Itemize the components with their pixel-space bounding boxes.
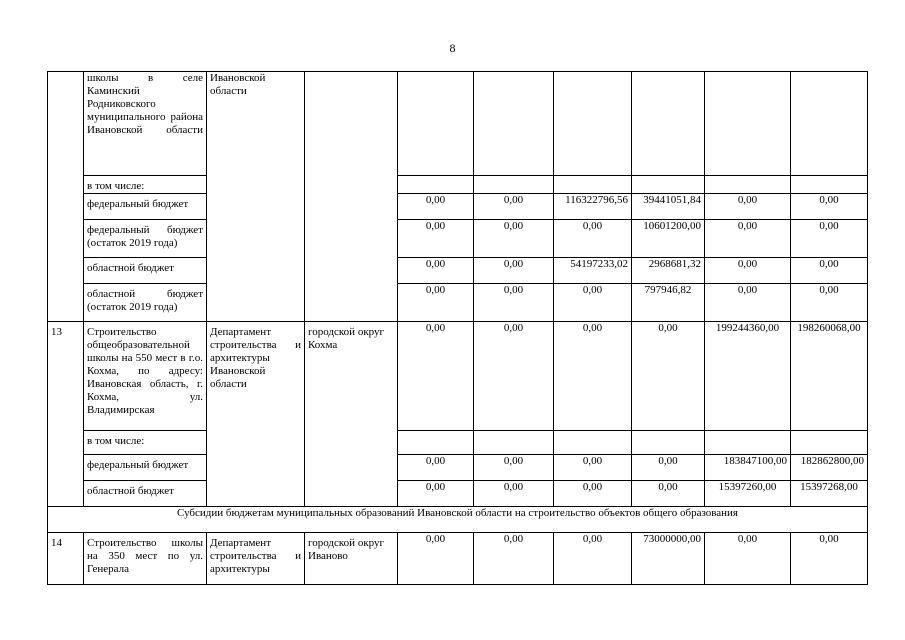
value-cell: 15397268,00: [791, 481, 868, 507]
value-cell: 0,00: [705, 220, 791, 258]
budget-line-label: областной бюджет: [84, 481, 207, 507]
value-cell: [474, 431, 554, 455]
table-row: [48, 220, 868, 258]
value-cell: 0,00: [474, 455, 554, 481]
value-cell: 0,00: [474, 220, 554, 258]
value-cell: 0,00: [474, 258, 554, 284]
value-cell: [705, 176, 791, 194]
row-number: 14: [48, 533, 84, 585]
table-row: [48, 258, 868, 284]
value-cell: [705, 431, 791, 455]
including-label: в том числе:: [84, 431, 207, 455]
table-row: [48, 194, 868, 220]
value-cell: 0,00: [474, 194, 554, 220]
value-cell: 0,00: [791, 220, 868, 258]
value-cell: 199244360,00: [705, 322, 791, 431]
value-cell: 183847100,00: [705, 455, 791, 481]
location-cell: [305, 72, 398, 322]
including-label: в том числе:: [84, 176, 207, 194]
budget-line-label: федеральный бюджет: [84, 455, 207, 481]
value-cell: 0,00: [554, 533, 632, 585]
value-cell: 0,00: [791, 194, 868, 220]
table-row: [48, 455, 868, 481]
object-description: школы в селе Каминский Родниковского муниципального района Ивановской области: [84, 72, 207, 176]
table-row: [48, 533, 868, 585]
location-cell: городской округ Кохма: [305, 322, 398, 507]
value-cell: 0,00: [791, 258, 868, 284]
value-cell: [791, 72, 868, 176]
value-cell: 54197233,02: [554, 258, 632, 284]
table-row: [48, 176, 868, 194]
value-cell: 0,00: [398, 284, 474, 322]
value-cell: 39441051,84: [632, 194, 705, 220]
budget-line-label: федеральный бюджет (остаток 2019 года): [84, 220, 207, 258]
page-number: 8: [449, 41, 456, 55]
value-cell: [791, 431, 868, 455]
value-cell: 116322796,56: [554, 194, 632, 220]
value-cell: 0,00: [554, 322, 632, 431]
object-description: Строительство общеобразовательной школы на 550 мест в г.о. Кохма, по адресу: Ивановская область, г. Кохма, ул. Владимирская: [84, 322, 207, 431]
value-cell: 0,00: [791, 533, 868, 585]
location-cell: городской округ Иваново: [305, 533, 398, 585]
value-cell: 0,00: [791, 284, 868, 322]
value-cell: 0,00: [398, 533, 474, 585]
table-row: [48, 322, 868, 431]
value-cell: 0,00: [554, 284, 632, 322]
responsible-cell: Ивановской области: [207, 72, 305, 322]
responsible-cell: Департамент строительства и архитектуры Ивановской области: [207, 322, 305, 507]
value-cell: 0,00: [632, 455, 705, 481]
value-cell: 0,00: [398, 455, 474, 481]
value-cell: 0,00: [705, 533, 791, 585]
value-cell: 0,00: [474, 533, 554, 585]
budget-line-label: областной бюджет (остаток 2019 года): [84, 284, 207, 322]
value-cell: [705, 72, 791, 176]
value-cell: [554, 431, 632, 455]
budget-line-label: федеральный бюджет: [84, 194, 207, 220]
budget-table: [47, 71, 868, 585]
value-cell: 0,00: [474, 481, 554, 507]
value-cell: 73000000,00: [632, 533, 705, 585]
object-description: Строительство школы на 350 мест по ул. Генерала: [84, 533, 207, 585]
value-cell: 0,00: [632, 481, 705, 507]
table-row: [48, 507, 868, 533]
value-cell: 0,00: [398, 322, 474, 431]
value-cell: [554, 72, 632, 176]
value-cell: 0,00: [398, 258, 474, 284]
value-cell: 10601200,00: [632, 220, 705, 258]
value-cell: 15397260,00: [705, 481, 791, 507]
value-cell: 0,00: [554, 455, 632, 481]
value-cell: [474, 176, 554, 194]
table-row: [48, 431, 868, 455]
value-cell: [398, 176, 474, 194]
value-cell: 198260068,00: [791, 322, 868, 431]
number-cell: [48, 72, 84, 322]
value-cell: [791, 176, 868, 194]
value-cell: [398, 431, 474, 455]
value-cell: 0,00: [705, 258, 791, 284]
value-cell: 0,00: [398, 194, 474, 220]
table-row: [48, 481, 868, 507]
value-cell: 2968681,32: [632, 258, 705, 284]
value-cell: [632, 176, 705, 194]
value-cell: 0,00: [474, 284, 554, 322]
value-cell: [554, 176, 632, 194]
value-cell: 0,00: [632, 322, 705, 431]
value-cell: 0,00: [398, 220, 474, 258]
value-cell: 0,00: [554, 220, 632, 258]
value-cell: 0,00: [398, 481, 474, 507]
value-cell: [474, 72, 554, 176]
value-cell: 0,00: [705, 284, 791, 322]
section-header: Субсидии бюджетам муниципальных образований Ивановской области на строительство объектов общего образования: [48, 507, 868, 533]
table-row: [48, 284, 868, 322]
budget-line-label: областной бюджет: [84, 258, 207, 284]
value-cell: 0,00: [705, 194, 791, 220]
value-cell: 182862800,00: [791, 455, 868, 481]
value-cell: 0,00: [474, 322, 554, 431]
value-cell: 0,00: [554, 481, 632, 507]
value-cell: [398, 72, 474, 176]
responsible-cell: Департамент строительства и архитектуры: [207, 533, 305, 585]
row-number: 13: [48, 322, 84, 507]
value-cell: [632, 431, 705, 455]
value-cell: 797946,82: [632, 284, 705, 322]
table-row: [48, 72, 868, 176]
value-cell: [632, 72, 705, 176]
